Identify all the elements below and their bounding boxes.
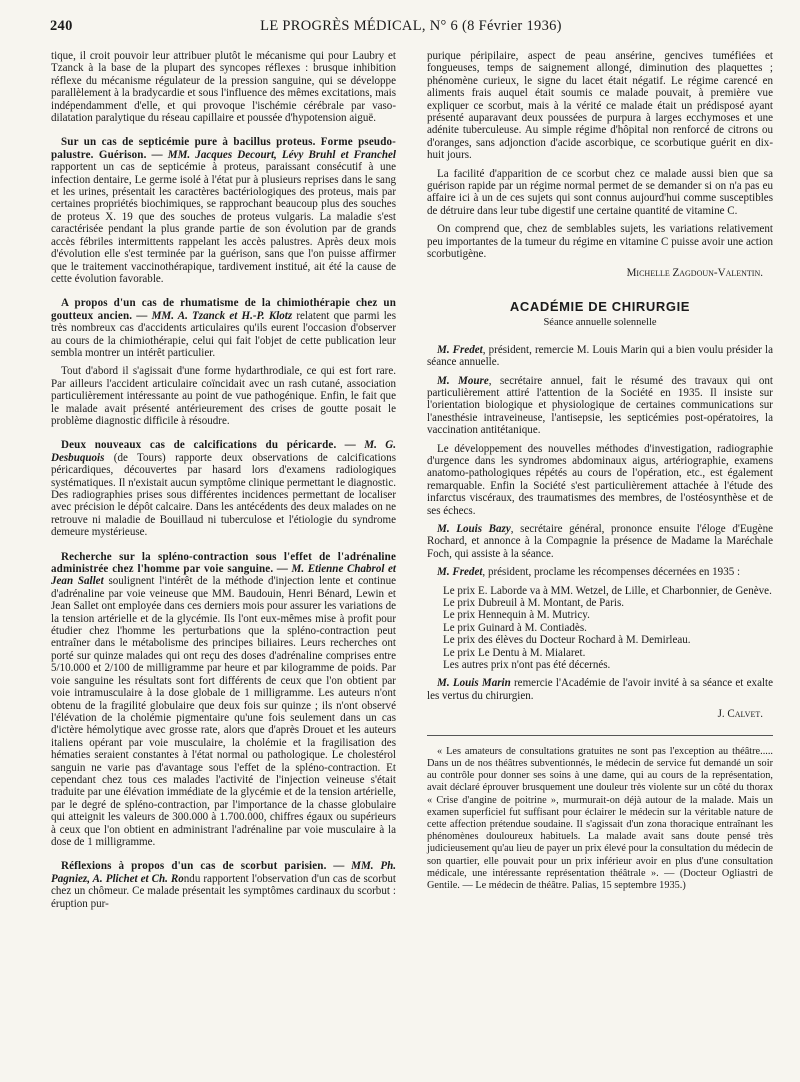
paragraph: Le développement des nouvelles méthodes d'investigation, radiographie d'urgence dans les syndromes abdominaux aigus, artériographie, examens anatomo-pathologiques répétés au cours de l'opération, etc., est également remarquable. Enfin la Société s'est particulièrement attachée à l'étude des infarctus viscéraux, des traumatismes des membres, de l'ostéosynthèse et de ses échecs. <box>427 442 773 517</box>
article-heading: Deux nouveaux cas de calcifications du péricarde. <box>61 439 337 452</box>
prize-item: Le prix Dubreuil à M. Montant, de Paris. <box>443 597 625 610</box>
left-column <box>51 50 396 916</box>
article-calcifications <box>51 439 396 538</box>
prize-item: Le prix Le Dentu à M. Mialaret. <box>443 646 586 659</box>
section-subtitle: Séance annuelle solennelle <box>543 317 657 329</box>
article-body: soulignent l'intérêt de la méthode d'injection lente et continue d'adrénaline par voie veineuse que MM. Baudouin, Henri Bénard, Lewin et Jean Sallet ont employée dans ces derniers mois pour assurer les variations de la tension artérielle et de la glycémie. Ils l'ont eux-mêmes mise à profit pour étudier chez l'homme les perturbations que la spléno-contraction peut entraîner dans le métabolisme des principes biliaires. Leurs recherches ont porté sur quinze malades qui ont reçu des doses d'adrénaline comprises entre 5/10.000 et 2/100 de milligramme par heure et par kilogramme de poids. Par voie sanguine les résultats sont fort différents de ceux que l'on obtient par voie intramusculaire à la dose globale de 1 milligramme. Les auteurs n'ont obtenu de la fragilité globulaire que deux fois sur quinze ; ils n'ont observé l'élévation de la cholémie pigmentaire qu'une fois seulement dans un cas d'ictère hémolytique avec grosse rate, alors que d'après Drouet et les auteurs italiens opérant par voie musculaire, la cholémie et la fragilisation des hématies seraient constantes à l'état normal ou pathologique. Le cholestérol sanguin ne varie pas d'avantage sous l'effet de la spléno-contraction. Et cependant chez tous ces malades l'activité de l'injection veineuse s'était traduite par une élévation immédiate de la glycémie et de la tension artérielle, par le degré de spléno-contraction, par l'importance de la chasse globulaire qui atteignit les valeurs de 300.000 à 1.700.000, chiffres égaux ou supérieurs à ceux que l'on obtient en administrant l'adrénaline par voie musculaire à la dose de 1 milligramme. <box>51 575 397 848</box>
paragraph <box>427 344 773 369</box>
right-column <box>427 50 773 898</box>
paragraph-text: , président, remercie M. Louis Marin qui a bien voulu présider la séance annuelle. <box>427 343 773 369</box>
article-heading: A propos d'un cas de rhumatisme de la chimiothérapie chez un goutteux ancien. <box>51 297 396 322</box>
prize-item: Le prix E. Laborde va à MM. Wetzel, de Lille, et Charbonnier, de Genève. <box>443 584 772 597</box>
paragraph <box>427 677 773 702</box>
paragraph-text: remercie l'Académie de l'avoir invité à sa séance et exalte les vertus du chirurgien. <box>427 677 774 702</box>
paragraph-text: , président, proclame les récompenses décernées en 1935 : <box>482 566 741 579</box>
prize-item: Le prix Hennequin à M. Mutricy. <box>443 609 590 622</box>
speaker-name: M. Fredet <box>437 343 483 356</box>
article-authors: — MM. Ph. Pagniez, A. Plichet et Ch. Ro <box>51 860 396 885</box>
article-septicemie <box>51 136 396 285</box>
prize-item: Le prix Guinard à M. Contiadès. <box>443 621 587 634</box>
paragraph: On comprend que, chez de semblables sujets, les variations relativement peu importantes de la tumeur du régime en vitamine C puisse avoir une action scorbutigène. <box>427 223 773 261</box>
article-authors: — MM. Jacques Decourt, Lévy Bruhl et Franchel <box>151 148 397 161</box>
prize-item: Les autres prix n'ont pas été décernés. <box>443 659 611 672</box>
article-body: ndu rapportent l'observation d'un cas de scorbut chez un chômeur. Ce malade présentait les symptômes cardinaux du scorbut : éruption pur- <box>51 872 397 910</box>
divider <box>427 735 773 736</box>
page-number: 240 <box>50 18 73 34</box>
footnote: « Les amateurs de consultations gratuites ne sont pas l'exception au théâtre..... Dans un de nos théâtres subventionnés, le médecin de service fut demandé un soir au contrôle pour donner ses soins à une dame, qui au cours de la représentation, avait déclaré éprouver brusquement une douleur très violente sur un côté du thorax « Crise d'angine de poitrine », murmurait-on déjà autour de la malade. Mais un examen superficiel fut suffisant pour éclairer le médecin sur la véritable nature de cette affection prétendue soudaine. Il s'agissait d'un zona thoracique entraînant les phénomènes douloureux habituels. La malade avait sans doute pensé très judicieusement qu'au lieu de payer un prix élevé pour la consultation du médecin de son quartier, elle pouvait pour un prix inférieur avoir en plus d'une consultation médicale, une intéressante représentation théâtrale ». — (Docteur Ogliastri de Gentile. — Le médecin de théâtre. Palias, 15 septembre 1935.) <box>427 745 773 891</box>
paragraph: tique, il croit pouvoir leur attribuer plutôt le mécanisme qui pour Laubry et Tzanck à la base de la plupart des syncopes réflexes : brusque inhibition réflexe du mécanisme régulateur de la pression sanguine, qui se développe parallèlement à la bradycardie et sous l'influence des mêmes excitations, mais indépendamment d'elle, et qui provoque l'ischémie cérébrale par vaso-dilatation paralytique du réseau capillaire et poussée d'hypotension aiguë. <box>51 50 396 125</box>
section-title: ACADÉMIE DE CHIRURGIE <box>509 298 691 314</box>
paragraph-text: , secrétaire annuel, fait le résumé des travaux qui ont particulièrement attiré l'attention de la Société en 1935. Il insiste sur l'orientation biologique et physiologique de certaines communications sur l'anesthésie intraveineuse, l'antisepsie, les septicémies post-opératoires, la vaccination antitétanique. <box>427 374 774 437</box>
article-heading: Recherche sur la spléno-contraction sous l'effet de l'adrénaline administrée chez l'homme par voie sanguine. <box>51 550 396 576</box>
paragraph <box>427 375 773 437</box>
prize-item: Le prix des élèves du Docteur Rochard à M. Demirleau. <box>443 634 691 647</box>
running-title: LE PROGRÈS MÉDICAL, N° 6 (8 Février 1936) <box>260 18 562 34</box>
speaker-name: M. Louis Marin <box>437 677 511 690</box>
signature: Michelle Zagdoun-Valentin. <box>626 266 763 279</box>
paragraph <box>427 566 773 578</box>
speaker-name: M. Louis Bazy <box>437 523 511 535</box>
prize-list <box>443 585 773 672</box>
paragraph: La facilité d'apparition de ce scorbut chez ce malade aussi bien que sa guérison rapide par un régime normal permet de se demander si on n'a pas eu affaire ici à un de ces sujets qui sont connus aujourd'hui comme susceptibles de détruire dans leur tube digestif une certaine quantité de vitamine C. <box>427 167 773 217</box>
paragraph: purique péripilaire, aspect de peau ansérine, gencives tuméfiées et fongueuses, temps de saignement allongé, diminution des plaquettes ; phénomène curieux, le signe du lacet était négatif. Le régime carencé en aliments frais auquel était soumis ce malade pouvait, à première vue expliquer ce scorbut, mais à la vérité ce malade était un prédisposé ayant présenté auparavant deux poussées de purpura à larges ecchymoses et une adénite tuberculeuse. Au simple régime d'hôpital non renforcé de citrons ou d'oranges, sans adjonction d'acide ascorbique, ce scorbutique guérit en dix-huit jours. <box>427 50 773 162</box>
speaker-name: M. Moure <box>437 374 489 387</box>
speaker-name: M. Fredet <box>437 566 483 579</box>
article-authors: — M. Etienne Chabrol et Jean Sallet <box>51 563 397 588</box>
article-authors: — M. G. Desbuquois <box>51 439 396 464</box>
article-heading: Réflexions à propos d'un cas de scorbut parisien. <box>61 860 327 873</box>
paragraph-text: , secrétaire général, prononce ensuite l'éloge d'Eugène Rochard, et annonce à la Compagnie la présence de Madame la Maréchale Foch, qui assiste à la séance. <box>427 523 773 560</box>
article-body: relatent que parmi les très nombreux cas d'accidents articulaires qu'ils eurent l'occasion d'observer au cours de la chimiothérapie, celui qui fait l'objet de cette publication leur sembla montrer un intérêt particulier. <box>51 309 396 359</box>
article-authors: — MM. A. Tzanck et H.-P. Klotz <box>136 309 293 322</box>
article-rhumatisme <box>51 297 396 359</box>
signature: J. Calvet. <box>717 708 763 721</box>
article-body: (de Tours) rapporte deux observations de calcifications péricardiques, découvertes par hasard lors d'examens radiologiques systématiques. Il n'existait aucun symptôme clinique permettant le diagnostic. Des radiographies prises sous différentes incidences permettant de localiser avec précision le dépôt calcaire. Dans les antécédents des deux malades on ne retrouve ni maladie de Bouillaud ni tuberculose et l'étiologie du syndrome demeure mystérieuse. <box>51 451 396 539</box>
paragraph <box>427 523 773 560</box>
article-body: rapportent un cas de septicémie à proteus, paraissant consécutif à une infection dentaire, Le germe isolé à l'état pur à plusieurs reprises dans le sang et les urines, présentait les caractères bactériologiques des proteus, mais par certaines propriétés biochimiques, se rapprochant beaucoup plus des souches de proteus X. 19 que des souches de proteus vulgaris. La maladie s'est caractérisée pendant la plus grande partie de son évolution par de grands accès fébriles intermittents rappelant les accès palustres. Après deux mois d'évolution elle s'est terminée par la guérison, sans que l'on puisse affirmer que le traitement vaccinothérapique, tardivement institué, ait été la cause de cette évolution favorable. <box>51 161 396 285</box>
paragraph: Tout d'abord il s'agissait d'une forme hydarthrodiale, ce qui est fort rare. Par ailleurs l'accident articulaire coïncidait avec un rash cutané, association particulièrement intéressante au point de vue pathogénique. Enfin, le fait que le malade avait présenté antérieurement des crises de goutte posait le problème diagnostic difficile à résoudre. <box>51 365 396 427</box>
page-header <box>50 14 772 38</box>
article-heading: Sur un cas de septicémie pure à bacillus proteus. Forme pseudo-palustre. Guérison. <box>51 136 396 161</box>
article-spleno-contraction <box>51 551 396 849</box>
article-scorbut <box>51 860 396 910</box>
